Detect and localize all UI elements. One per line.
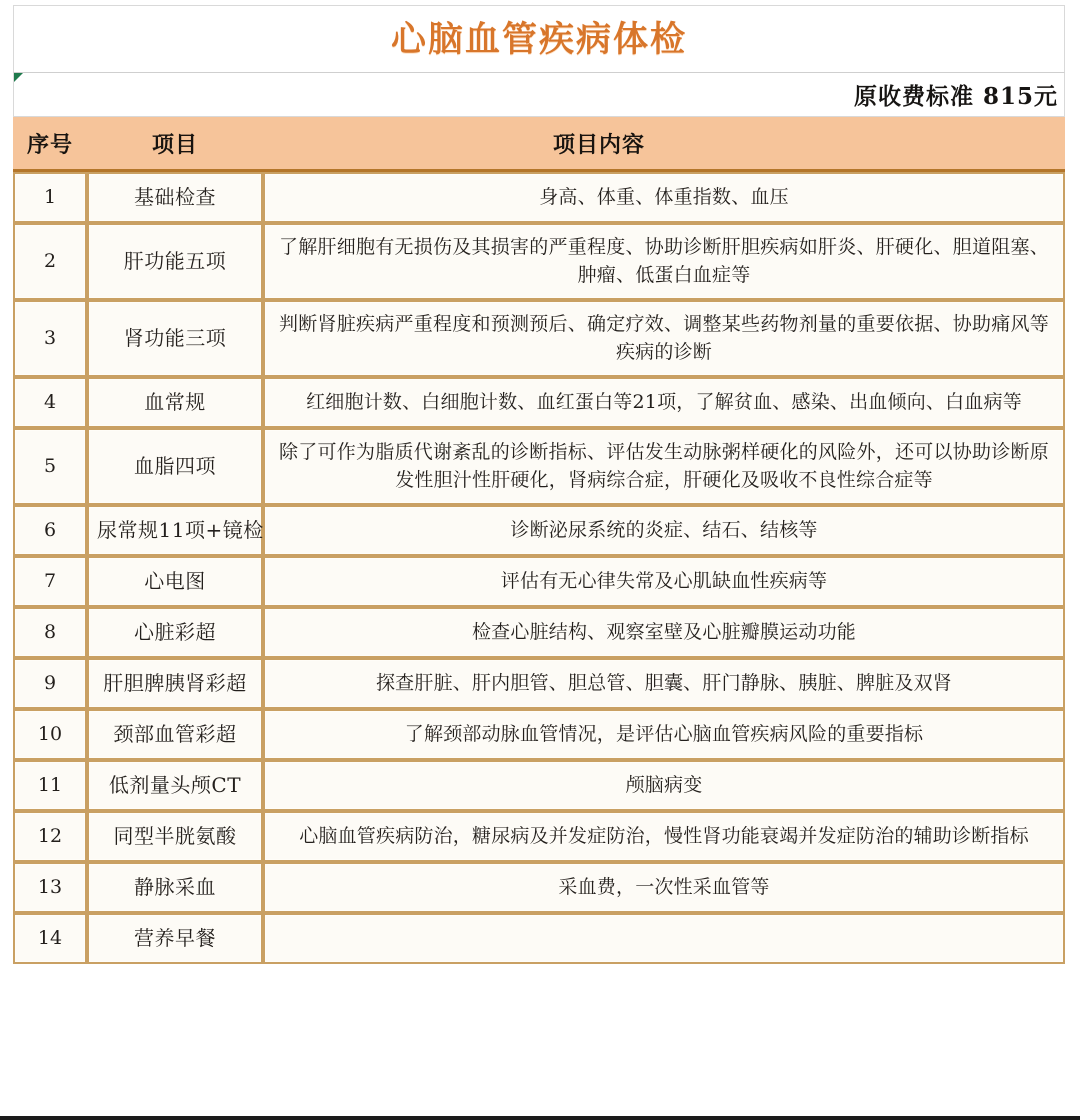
cell-item-name: 血常规	[87, 377, 263, 428]
cell-item-name: 低剂量头颅CT	[87, 760, 263, 811]
table-row	[13, 377, 1065, 428]
cell-item-name: 颈部血管彩超	[87, 709, 263, 760]
cell-row-number: 8	[13, 607, 87, 658]
cell-item-name: 心脏彩超	[87, 607, 263, 658]
cell-item-name: 心电图	[87, 556, 263, 607]
cell-row-number: 14	[13, 913, 87, 964]
table-row	[13, 428, 1065, 505]
cell-item-name: 肝胆脾胰肾彩超	[87, 658, 263, 709]
price-band	[13, 73, 1065, 117]
table-row	[13, 505, 1065, 556]
comment-marker-icon	[14, 73, 23, 82]
table-row	[13, 760, 1065, 811]
cell-item-name: 血脂四项	[87, 428, 263, 505]
cell-row-number: 3	[13, 300, 87, 377]
column-header-item: 项目	[87, 117, 263, 172]
cell-row-number: 4	[13, 377, 87, 428]
cell-item-content: 判断肾脏疾病严重程度和预测预后、确定疗效、调整某些药物剂量的重要依据、协助痛风等疾病的诊断	[263, 300, 1065, 377]
cell-item-content: 身高、体重、体重指数、血压	[263, 172, 1065, 223]
column-header-content: 项目内容	[263, 117, 1065, 172]
cell-row-number: 1	[13, 172, 87, 223]
table-row	[13, 172, 1065, 223]
original-price-note: 原收费标准 815元	[853, 83, 1058, 110]
table-body	[13, 172, 1065, 964]
cell-row-number: 9	[13, 658, 87, 709]
cell-item-name: 肾功能三项	[87, 300, 263, 377]
table-row	[13, 709, 1065, 760]
cell-item-content: 探查肝脏、肝内胆管、胆总管、胆囊、肝门静脉、胰脏、脾脏及双肾	[263, 658, 1065, 709]
cell-row-number: 11	[13, 760, 87, 811]
table-row	[13, 658, 1065, 709]
cell-item-content: 了解颈部动脉血管情况，是评估心脑血管疾病风险的重要指标	[263, 709, 1065, 760]
cell-item-name: 静脉采血	[87, 862, 263, 913]
table-row	[13, 862, 1065, 913]
table-row	[13, 223, 1065, 300]
cell-row-number: 7	[13, 556, 87, 607]
cell-item-name: 同型半胱氨酸	[87, 811, 263, 862]
cell-row-number: 6	[13, 505, 87, 556]
cell-item-content: 检查心脏结构、观察室壁及心脏瓣膜运动功能	[263, 607, 1065, 658]
table-header-row	[13, 117, 1065, 172]
page-bottom-rule	[0, 1116, 1080, 1120]
column-header-no: 序号	[13, 117, 87, 172]
cell-item-content: 评估有无心律失常及心肌缺血性疾病等	[263, 556, 1065, 607]
cell-row-number: 5	[13, 428, 87, 505]
table-header	[13, 117, 1065, 172]
cell-item-name: 尿常规11项+镜检	[87, 505, 263, 556]
table-row	[13, 811, 1065, 862]
exam-items-table	[13, 117, 1065, 964]
cell-row-number: 2	[13, 223, 87, 300]
title-band	[13, 5, 1065, 73]
cell-item-content: 除了可作为脂质代谢紊乱的诊断指标、评估发生动脉粥样硬化的风险外，还可以协助诊断原发性胆汁性肝硬化，肾病综合症，肝硬化及吸收不良性综合症等	[263, 428, 1065, 505]
cell-item-content: 了解肝细胞有无损伤及其损害的严重程度、协助诊断肝胆疾病如肝炎、肝硬化、胆道阻塞、肿瘤、低蛋白血症等	[263, 223, 1065, 300]
table-row	[13, 607, 1065, 658]
cell-item-name: 肝功能五项	[87, 223, 263, 300]
cell-item-content: 心脑血管疾病防治，糖尿病及并发症防治，慢性肾功能衰竭并发症防治的辅助诊断指标	[263, 811, 1065, 862]
cell-item-name: 营养早餐	[87, 913, 263, 964]
cell-item-content: 采血费，一次性采血管等	[263, 862, 1065, 913]
cell-item-content: 颅脑病变	[263, 760, 1065, 811]
page-title: 心脑血管疾病体检	[390, 18, 687, 60]
cell-row-number: 10	[13, 709, 87, 760]
exam-items-table-wrapper	[13, 117, 1065, 964]
cell-item-content: 诊断泌尿系统的炎症、结石、结核等	[263, 505, 1065, 556]
cell-item-content: 红细胞计数、白细胞计数、血红蛋白等21项，了解贫血、感染、出血倾向、白血病等	[263, 377, 1065, 428]
cell-row-number: 13	[13, 862, 87, 913]
table-row	[13, 913, 1065, 964]
table-row	[13, 300, 1065, 377]
table-row	[13, 556, 1065, 607]
cell-item-name: 基础检查	[87, 172, 263, 223]
cell-row-number: 12	[13, 811, 87, 862]
cell-item-content	[263, 913, 1065, 964]
